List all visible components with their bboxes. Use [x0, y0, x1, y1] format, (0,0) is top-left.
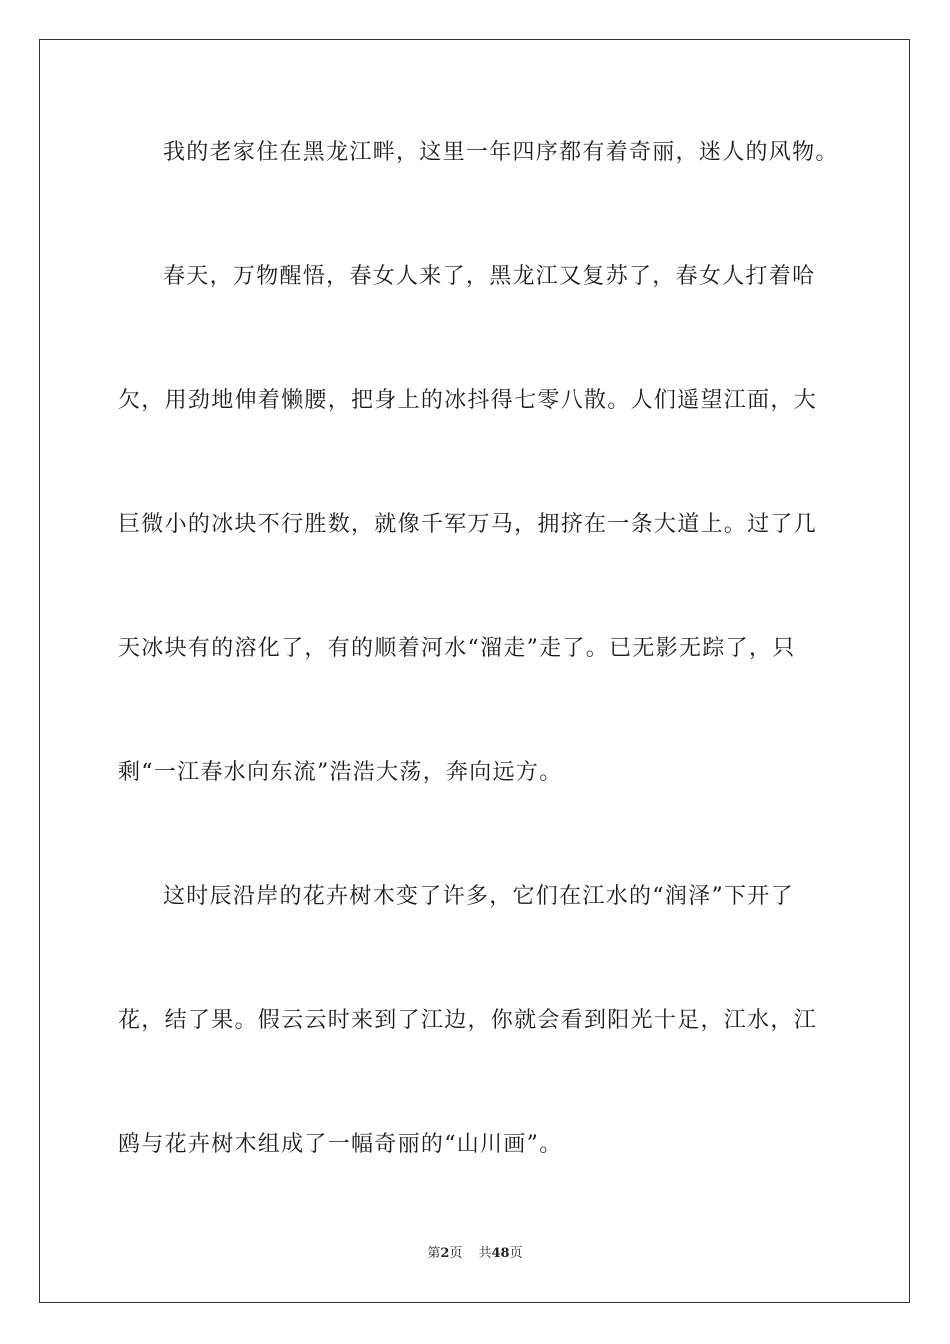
- paragraph-2-line-5: 剩“一江春水向东流”浩浩大荡，奔向远方。: [118, 760, 563, 785]
- total-prefix: 共: [478, 1246, 492, 1261]
- paragraph-2-line-4: 天冰块有的溶化了，有的顺着河水“溜走”走了。已无影无踪了，只: [118, 636, 796, 661]
- paragraph-1-line-1: 我的老家住在黑龙江畔，这里一年四序都有着奇丽，迷人的风物。: [163, 140, 839, 165]
- page-border: [39, 39, 910, 1303]
- paragraph-2-line-1: 春天，万物醒悟，春女人来了，黑龙江又复苏了，春女人打着哈: [163, 264, 816, 289]
- total-pages: 48: [491, 1246, 510, 1261]
- page-suffix: 页: [449, 1246, 463, 1261]
- total-suffix: 页: [509, 1246, 523, 1261]
- paragraph-2-line-3: 巨微小的冰块不行胜数，就像千军万马，拥挤在一条大道上。过了几: [118, 512, 818, 537]
- paragraph-3-line-3: 鸥与花卉树木组成了一幅奇丽的“山川画”。: [118, 1132, 563, 1157]
- paragraph-3-line-2: 花，结了果。假云云时来到了江边，你就会看到阳光十足，江水，江: [118, 1008, 818, 1033]
- page-footer: [0, 1245, 950, 1263]
- page-prefix: 第: [427, 1246, 441, 1261]
- paragraph-3-line-1: 这时辰沿岸的花卉树木变了许多，它们在江水的“润泽”下开了: [163, 884, 794, 909]
- page-number: 2: [440, 1246, 450, 1261]
- paragraph-2-line-2: 欠，用劲地伸着懒腰，把身上的冰抖得七零八散。人们遥望江面，大: [118, 388, 818, 413]
